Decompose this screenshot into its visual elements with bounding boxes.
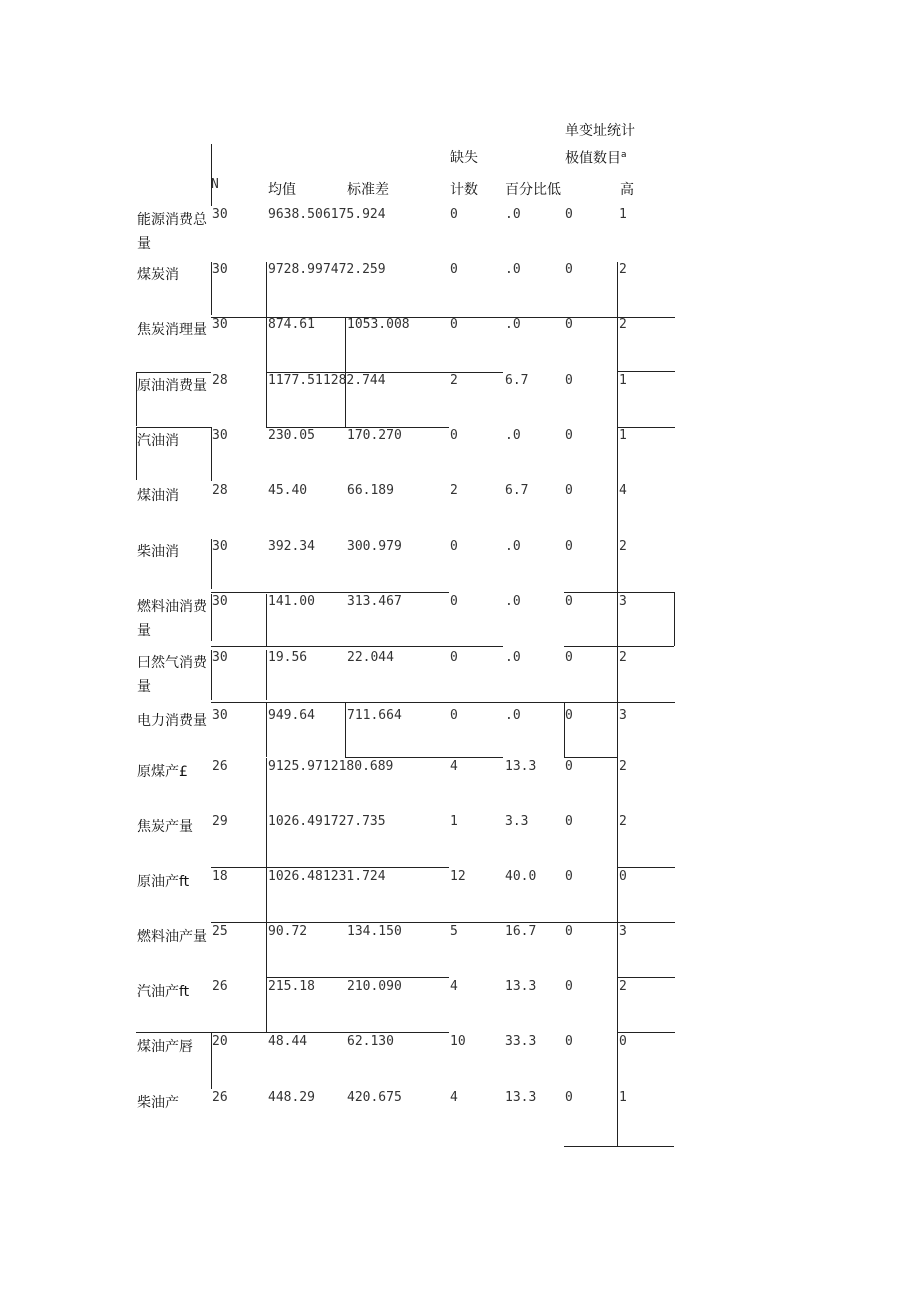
cell-mean: 230.05 — [268, 428, 315, 443]
cell-mean: 874.61 — [268, 317, 315, 332]
cell-high: 3 — [619, 594, 627, 609]
row-label: 电力消费量 — [137, 713, 207, 729]
cell-n: 28 — [212, 483, 228, 498]
cell-count: 2 — [450, 483, 458, 498]
cell-count: 2 — [450, 373, 458, 388]
cell-std: 7472.259 — [322, 262, 386, 277]
cell-std: 12180.689 — [322, 759, 394, 774]
cell-percent: .0 — [505, 650, 521, 665]
cell-count: 0 — [450, 539, 458, 554]
cell-low: 0 — [565, 428, 573, 443]
cell-percent: .0 — [505, 207, 521, 222]
cell-std: 1282.744 — [322, 373, 386, 388]
cell-high: 0 — [619, 1034, 627, 1049]
row-label: 原油产ft — [137, 874, 190, 890]
cell-count: 4 — [450, 1090, 458, 1105]
cell-low: 0 — [565, 869, 573, 884]
row-label: 燃料油产量 — [137, 929, 207, 945]
header-extreme-mark: a — [621, 150, 627, 160]
header-percent: 百分比 — [505, 182, 547, 198]
cell-mean: 9728.99 — [268, 262, 323, 277]
cell-n: 30 — [212, 650, 228, 665]
cell-n: 20 — [212, 1034, 228, 1049]
cell-std: 22.044 — [347, 650, 394, 665]
cell-high: 2 — [619, 262, 627, 277]
cell-low: 0 — [565, 262, 573, 277]
cell-high: 1 — [619, 428, 627, 443]
cell-count: 12 — [450, 869, 466, 884]
cell-std: 711.664 — [347, 708, 402, 723]
cell-low: 0 — [565, 207, 573, 222]
cell-mean: 392.34 — [268, 539, 315, 554]
row-label: 焦炭消理量 — [137, 322, 207, 338]
row-label: 煤油消 — [137, 488, 179, 504]
cell-n: 18 — [212, 869, 228, 884]
cell-percent: 13.3 — [505, 759, 537, 774]
cell-mean: 448.29 — [268, 1090, 315, 1105]
cell-n: 25 — [212, 924, 228, 939]
cell-low: 0 — [565, 814, 573, 829]
row-label: 曰然气消费量 — [137, 655, 207, 695]
header-high: 高 — [620, 182, 634, 198]
cell-percent: 13.3 — [505, 1090, 537, 1105]
cell-high: 2 — [619, 814, 627, 829]
cell-low: 0 — [565, 650, 573, 665]
cell-std: 66.189 — [347, 483, 394, 498]
cell-low: 0 — [565, 1090, 573, 1105]
cell-high: 1 — [619, 373, 627, 388]
cell-percent: .0 — [505, 708, 521, 723]
cell-percent: 3.3 — [505, 814, 529, 829]
cell-percent: .0 — [505, 594, 521, 609]
cell-n: 30 — [212, 207, 228, 222]
cell-high: 2 — [619, 539, 627, 554]
cell-std: 1727.735 — [322, 814, 386, 829]
cell-std: 170.270 — [347, 428, 402, 443]
cell-low: 0 — [565, 979, 573, 994]
cell-n: 29 — [212, 814, 228, 829]
row-label: 焦炭产量 — [137, 819, 193, 835]
cell-low: 0 — [565, 539, 573, 554]
row-label: 柴油产 — [137, 1095, 179, 1111]
cell-count: 0 — [450, 650, 458, 665]
cell-n: 30 — [212, 262, 228, 277]
cell-mean: 1026.48 — [268, 869, 323, 884]
cell-percent: .0 — [505, 539, 521, 554]
cell-high: 2 — [619, 759, 627, 774]
cell-count: 0 — [450, 428, 458, 443]
cell-mean: 9125.97 — [268, 759, 323, 774]
cell-count: 0 — [450, 207, 458, 222]
cell-low: 0 — [565, 594, 573, 609]
cell-std: 300.979 — [347, 539, 402, 554]
cell-percent: .0 — [505, 262, 521, 277]
cell-n: 30 — [212, 708, 228, 723]
cell-count: 0 — [450, 262, 458, 277]
cell-mean: 9638.50 — [268, 207, 323, 222]
cell-high: 3 — [619, 924, 627, 939]
cell-mean: 141.00 — [268, 594, 315, 609]
cell-percent: 16.7 — [505, 924, 537, 939]
cell-percent: 13.3 — [505, 979, 537, 994]
cell-mean: 215.18 — [268, 979, 315, 994]
row-label: 柴油消 — [137, 544, 179, 560]
cell-std: 1231.724 — [322, 869, 386, 884]
row-label: 煤油产唇 — [137, 1039, 193, 1055]
cell-percent: 33.3 — [505, 1034, 537, 1049]
cell-count: 5 — [450, 924, 458, 939]
cell-percent: .0 — [505, 317, 521, 332]
cell-percent: 6.7 — [505, 373, 529, 388]
cell-percent: 40.0 — [505, 869, 537, 884]
header-std: 标准差 — [347, 182, 389, 198]
cell-n: 30 — [212, 594, 228, 609]
cell-n: 30 — [212, 428, 228, 443]
cell-percent: 6.7 — [505, 483, 529, 498]
cell-n: 26 — [212, 979, 228, 994]
cell-count: 0 — [450, 708, 458, 723]
cell-n: 30 — [212, 317, 228, 332]
cell-std: 134.150 — [347, 924, 402, 939]
cell-low: 0 — [565, 1034, 573, 1049]
cell-percent: .0 — [505, 428, 521, 443]
cell-std: 1053.008 — [347, 317, 410, 332]
cell-high: 1 — [619, 207, 627, 222]
row-label: 原油消费量 — [137, 378, 207, 394]
row-label: 煤炭消 — [137, 267, 179, 283]
header-extreme-count — [565, 151, 627, 166]
cell-mean: 1177.51 — [268, 373, 323, 388]
cell-n: 26 — [212, 1090, 228, 1105]
cell-n: 28 — [212, 373, 228, 388]
cell-mean: 90.72 — [268, 924, 308, 939]
cell-low: 0 — [565, 708, 573, 723]
cell-low: 0 — [565, 373, 573, 388]
header-univariate: 单变址统计 — [565, 123, 635, 139]
cell-high: 4 — [619, 483, 627, 498]
cell-count: 1 — [450, 814, 458, 829]
cell-mean: 19.56 — [268, 650, 308, 665]
cell-std: 210.090 — [347, 979, 402, 994]
header-low: 低 — [547, 182, 561, 198]
header-count: 计数 — [450, 182, 478, 198]
cell-high: 2 — [619, 979, 627, 994]
cell-low: 0 — [565, 759, 573, 774]
cell-high: 2 — [619, 317, 627, 332]
row-label: 能源消费总量 — [137, 212, 207, 252]
cell-count: 4 — [450, 979, 458, 994]
cell-low: 0 — [565, 317, 573, 332]
cell-mean: 45.40 — [268, 483, 308, 498]
row-label: 燃料油消费量 — [137, 599, 207, 639]
row-label: 汽油消 — [137, 433, 179, 449]
cell-high: 1 — [619, 1090, 627, 1105]
cell-high: 3 — [619, 708, 627, 723]
cell-count: 4 — [450, 759, 458, 774]
cell-n: 26 — [212, 759, 228, 774]
row-label: 原煤产£ — [137, 764, 188, 780]
header-missing: 缺失 — [450, 150, 478, 166]
header-extreme-text: 极值数目 — [565, 150, 621, 167]
cell-count: 0 — [450, 594, 458, 609]
cell-low: 0 — [565, 924, 573, 939]
row-label: 汽油产ft — [137, 984, 190, 1000]
cell-count: 0 — [450, 317, 458, 332]
cell-high: 0 — [619, 869, 627, 884]
cell-std: 62.130 — [347, 1034, 394, 1049]
cell-high: 2 — [619, 650, 627, 665]
cell-n: 30 — [212, 539, 228, 554]
header-mean: 均值 — [268, 182, 296, 198]
cell-std: 420.675 — [347, 1090, 402, 1105]
cell-low: 0 — [565, 483, 573, 498]
cell-count: 10 — [450, 1034, 466, 1049]
header-n: N — [211, 177, 219, 192]
cell-mean: 1026.49 — [268, 814, 323, 829]
cell-mean: 949.64 — [268, 708, 315, 723]
cell-std: 6175.924 — [322, 207, 386, 222]
cell-mean: 48.44 — [268, 1034, 308, 1049]
cell-std: 313.467 — [347, 594, 402, 609]
